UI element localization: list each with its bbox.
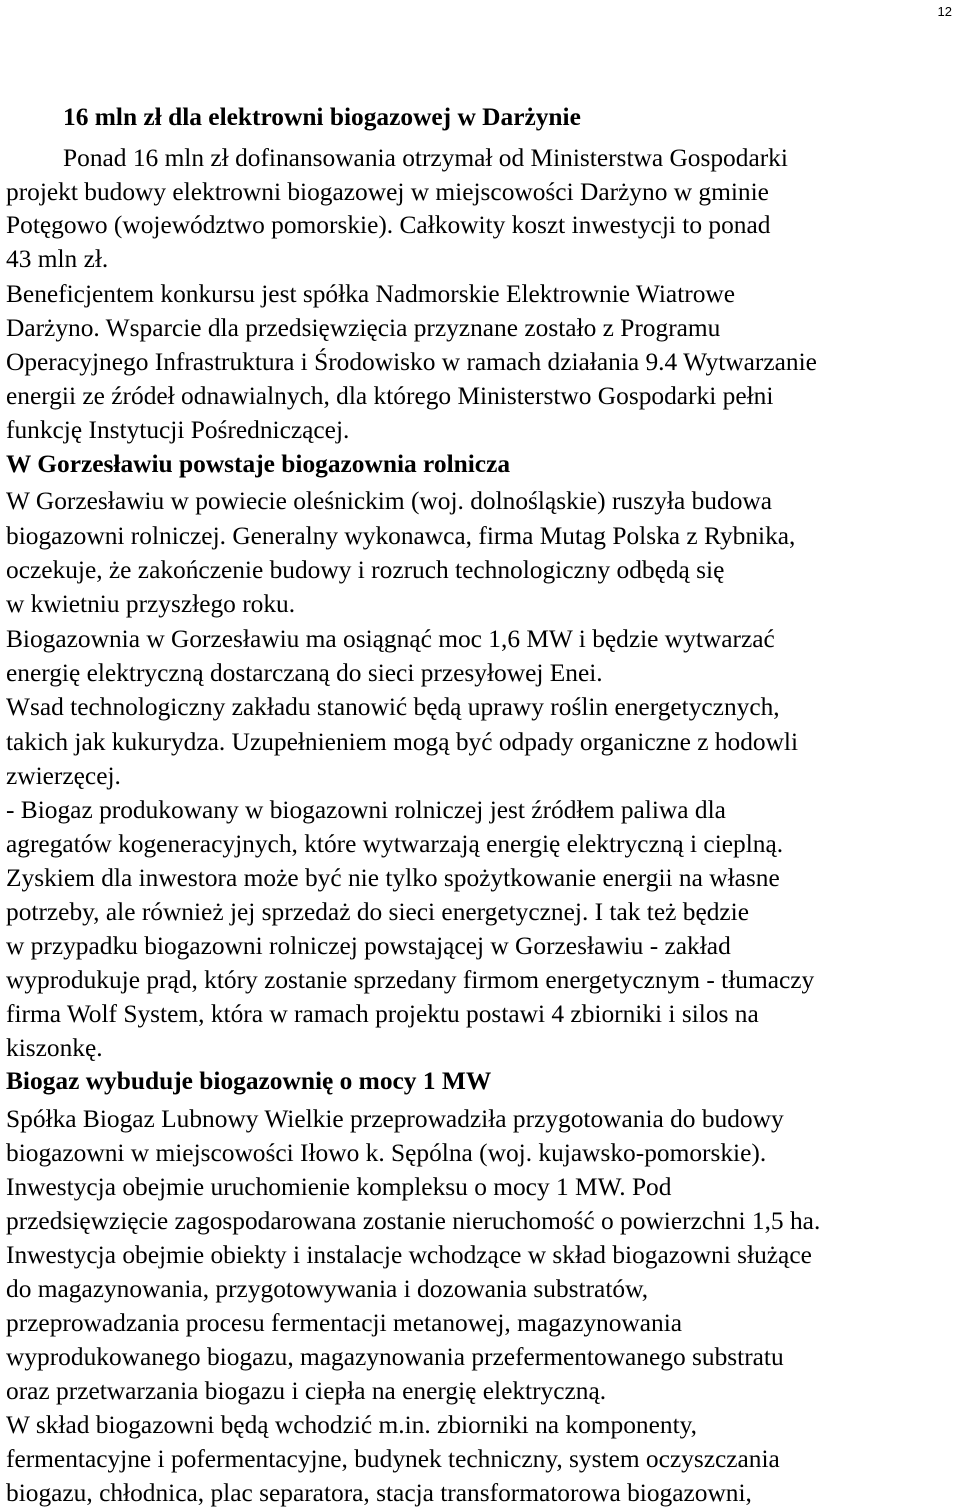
text-line: Ponad 16 mln zł dofinansowania otrzymał od Ministerstwa Gospodarki [63,144,788,172]
text-line: W Gorzesławiu w powiecie oleśnickim (woj. dolnośląskie) ruszyła budowa [6,487,772,515]
text-line: projekt budowy elektrowni biogazowej w miejscowości Darżyno w gminie [6,178,769,206]
page-number: 12 [937,4,952,19]
text-line: biogazowni rolniczej. Generalny wykonawca, firma Mutag Polska z Rybnika, [6,522,796,550]
text-line: W skład biogazowni będą wchodzić m.in. zbiorniki na komponenty, [6,1411,698,1439]
text-line: Spółka Biogaz Lubnowy Wielkie przeprowadziła przygotowania do budowy [6,1105,784,1133]
text-line: Inwestycja obejmie uruchomienie kompleksu o mocy 1 MW. Pod [6,1173,672,1201]
heading-biogaz: Biogaz wybuduje biogazownię o mocy 1 MW [6,1067,492,1095]
text-line: w kwietniu przyszłego roku. [6,590,296,618]
text-line: oraz przetwarzania biogazu i ciepła na energię elektryczną. [6,1377,607,1405]
text-line: energii ze źródeł odnawialnych, dla którego Ministerstwo Gospodarki pełni [6,382,774,410]
text-line: Biogazownia w Gorzesławiu ma osiągnąć moc 1,6 MW i będzie wytwarzać [6,625,775,653]
text-line: do magazynowania, przygotowywania i dozowania substratów, [6,1275,649,1303]
text-line: biogazu, chłodnica, plac separatora, stacja transformatorowa biogazowni, [6,1479,752,1507]
text-line: biogazowni w miejscowości Iłowo k. Sępólna (woj. kujawsko-pomorskie). [6,1139,767,1167]
heading-darzyno: 16 mln zł dla elektrowni biogazowej w Darżynie [63,103,581,131]
heading-gorzeslaw: W Gorzesławiu powstaje biogazownia rolnicza [6,450,511,478]
text-line: fermentacyjne i pofermentacyjne, budynek techniczny, system oczyszczania [6,1445,780,1473]
text-line: potrzeby, ale również jej sprzedaż do sieci energetycznej. I tak też będzie [6,898,749,926]
text-line: agregatów kogeneracyjnych, które wytwarzają energię elektryczną i cieplną. [6,830,784,858]
text-line: 43 mln zł. [6,245,109,273]
text-line: Zyskiem dla inwestora może być nie tylko spożytkowanie energii na własne [6,864,780,892]
text-line: Darżyno. Wsparcie dla przedsięwzięcia przyznane zostało z Programu [6,314,721,342]
text-line: wyprodukowanego biogazu, magazynowania przefermentowanego substratu [6,1343,784,1371]
text-line: przeprowadzania procesu fermentacji metanowej, magazynowania [6,1309,683,1337]
text-line: firma Wolf System, która w ramach projektu postawi 4 zbiorniki i silos na [6,1000,759,1028]
text-line: kiszonkę. [6,1034,103,1062]
text-line: w przypadku biogazowni rolniczej powstającej w Gorzesławiu - zakład [6,932,731,960]
text-line: Beneficjentem konkursu jest spółka Nadmorskie Elektrownie Wiatrowe [6,280,736,308]
text-line: takich jak kukurydza. Uzupełnieniem mogą być odpady organiczne z hodowli [6,728,799,756]
text-line: oczekuje, że zakończenie budowy i rozruch technologiczny odbędą się [6,556,725,584]
text-line: Potęgowo (województwo pomorskie). Całkowity koszt inwestycji to ponad [6,211,771,239]
text-line: - Biogaz produkowany w biogazowni rolniczej jest źródłem paliwa dla [6,796,726,824]
text-line: Operacyjnego Infrastruktura i Środowisko w ramach działania 9.4 Wytwarzanie [6,348,817,376]
text-line: Wsad technologiczny zakładu stanowić będą uprawy roślin energetycznych, [6,693,780,721]
text-line: przedsięwzięcie zagospodarowana zostanie nieruchomość o powierzchni 1,5 ha. [6,1207,821,1235]
text-line: Inwestycja obejmie obiekty i instalacje wchodzące w skład biogazowni służące [6,1241,812,1269]
text-line: wyprodukuje prąd, który zostanie sprzedany firmom energetycznym - tłumaczy [6,966,815,994]
text-line: zwierzęcej. [6,762,121,790]
text-line: energię elektryczną dostarczaną do sieci przesyłowej Enei. [6,659,603,687]
text-line: funkcję Instytucji Pośredniczącej. [6,416,350,444]
